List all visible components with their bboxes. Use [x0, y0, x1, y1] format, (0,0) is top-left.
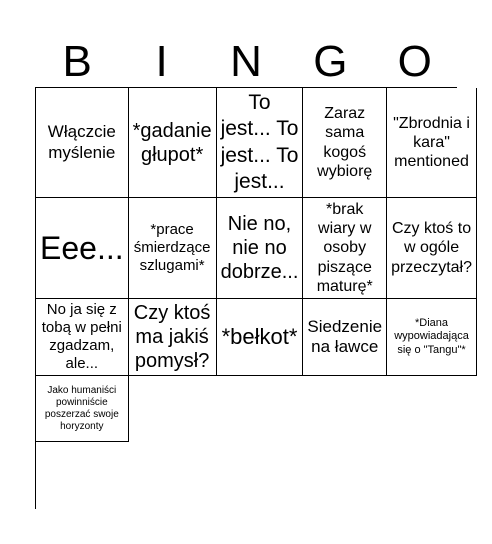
cell-text: Eee... [40, 229, 124, 266]
cell-text: *gadanie głupot* [132, 119, 212, 166]
bingo-cell[interactable] [129, 299, 217, 376]
header-letter-o: O [397, 37, 432, 86]
cell-text: *bełkot* [221, 323, 298, 349]
bingo-cell[interactable] [217, 299, 304, 376]
cell-text: Włączcie myślenie [47, 122, 116, 162]
header-letter-b: B [62, 37, 92, 86]
bingo-cell[interactable] [303, 198, 387, 299]
cell-text: Czy ktoś ma jakiś pomysł? [133, 301, 211, 372]
cell-text: *prace śmierdzące szlugami* [133, 220, 211, 274]
bingo-cell[interactable] [303, 299, 387, 376]
bingo-cell[interactable] [129, 88, 217, 198]
bingo-header [35, 38, 457, 86]
bingo-cell[interactable] [36, 299, 129, 376]
bingo-cell[interactable] [387, 198, 477, 299]
bingo-cell[interactable] [387, 299, 477, 376]
cell-text: Siedzenie na ławce [307, 316, 383, 356]
cell-text: No ja się z tobą w pełni zgadzam, ale... [41, 300, 122, 372]
bingo-cell[interactable] [217, 88, 304, 198]
cell-text: Nie no, nie no dobrze... [220, 212, 299, 283]
bingo-grid [35, 87, 472, 509]
header-letter-n: N [230, 37, 262, 86]
header-letter-g: G [313, 37, 348, 86]
bingo-cell[interactable] [36, 376, 129, 443]
cell-text: Zaraz sama kogoś wybiorę [317, 105, 373, 180]
bingo-cell[interactable] [303, 88, 387, 198]
bingo-cell[interactable] [36, 198, 129, 299]
cell-text: *brak wiary w osoby piszące maturę* [316, 201, 373, 295]
bingo-cell[interactable] [217, 198, 304, 299]
cell-text: Jako humaniści powinniście poszerzać swoje horyzonty [44, 384, 119, 432]
bingo-cell[interactable] [387, 88, 477, 198]
header-letter-i: I [155, 37, 168, 86]
cell-text: "Zbrodnia i kara" mentioned [393, 114, 470, 171]
bingo-cell[interactable] [129, 198, 217, 299]
bingo-cell[interactable] [36, 88, 129, 198]
cell-text: To jest... To jest... To jest... [220, 91, 299, 193]
cell-text: Czy ktoś to w ogóle przeczytał? [391, 220, 472, 276]
cell-text: *Diana wypowiadająca się o "Tangu"* [394, 317, 469, 356]
